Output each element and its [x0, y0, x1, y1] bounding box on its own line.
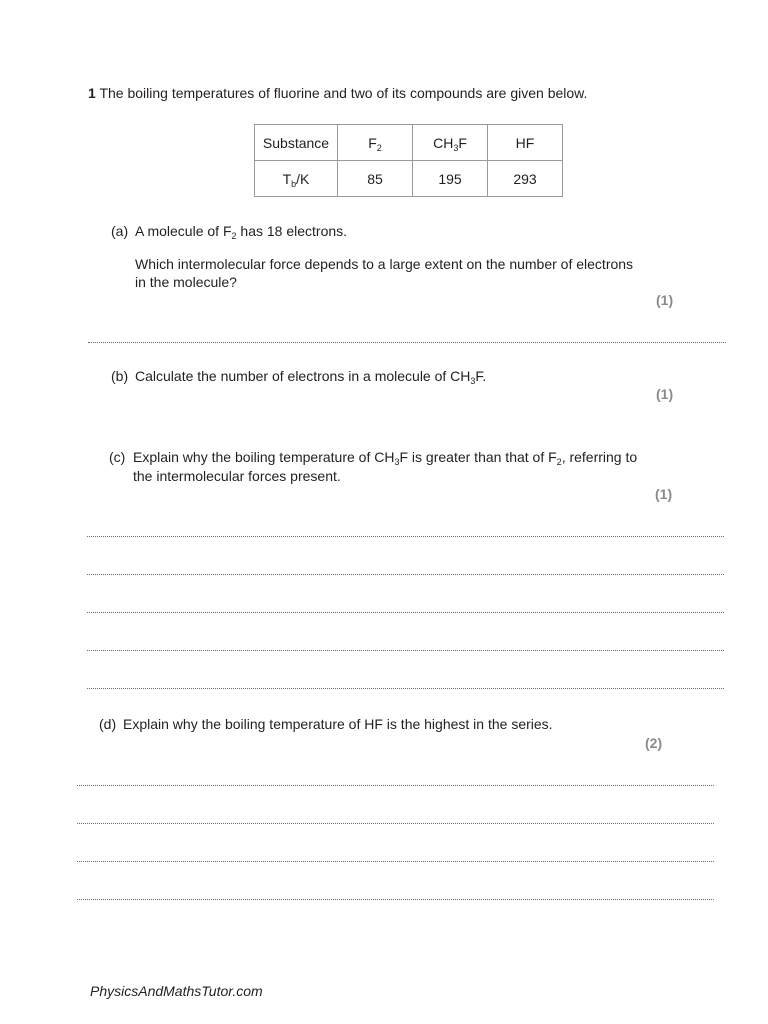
question-number: 1 [88, 85, 96, 101]
part-b-marks: (1) [656, 386, 674, 402]
table-header-substance: Substance [255, 125, 338, 161]
question-intro: The boiling temperatures of fluorine and two of its compounds are given below. [99, 85, 588, 101]
part-a-line2: Which intermolecular force depends to a large extent on the number of electrons [135, 256, 634, 272]
answer-line[interactable] [87, 536, 724, 537]
table-row-boiling-temperature [255, 161, 563, 197]
part-a-marks: (1) [656, 292, 674, 308]
part-a-line1: A molecule of $F_2$ has 18 electrons. [135, 223, 348, 241]
answer-line[interactable] [77, 861, 714, 862]
boiling-temperature-table [254, 124, 563, 197]
table-header-ch3f: $CH_3F$ [413, 125, 488, 161]
table-cell-hf-value: 293 [488, 161, 563, 197]
part-d-text: Explain why the boiling temperature of HF is the highest in the series. [123, 716, 553, 732]
table-row-label: $T_b/K$ [255, 161, 338, 197]
table-cell-f2-value: 85 [338, 161, 413, 197]
footer-source: PhysicsAndMathsTutor.com [90, 983, 263, 999]
table-header-hf: HF [488, 125, 563, 161]
answer-line[interactable] [88, 342, 726, 343]
part-d-marks: (2) [645, 735, 663, 751]
table-cell-ch3f-value: 195 [413, 161, 488, 197]
part-b-label: (b) [111, 368, 129, 384]
answer-line[interactable] [87, 688, 724, 689]
part-a-line3: in the molecule? [135, 274, 237, 290]
part-d-label: (d) [99, 716, 117, 732]
answer-line[interactable] [87, 612, 724, 613]
answer-line[interactable] [77, 785, 714, 786]
part-c-line1: Explain why the boiling temperature of $CH_3F$ is greater than that of $F_2$, referring to [133, 449, 638, 467]
answer-line[interactable] [77, 823, 714, 824]
part-c-marks: (1) [655, 486, 673, 502]
table-header-row [255, 125, 563, 161]
question-header [88, 84, 587, 103]
part-c-line2: the intermolecular forces present. [133, 468, 341, 484]
answer-line[interactable] [87, 650, 724, 651]
part-c-label: (c) [109, 449, 126, 465]
table-header-f2: $F_2$ [338, 125, 413, 161]
part-b-text: Calculate the number of electrons in a molecule of $CH_3F$. [135, 368, 487, 386]
part-a-label: (a) [111, 223, 129, 239]
answer-line[interactable] [77, 899, 714, 900]
answer-line[interactable] [87, 574, 724, 575]
